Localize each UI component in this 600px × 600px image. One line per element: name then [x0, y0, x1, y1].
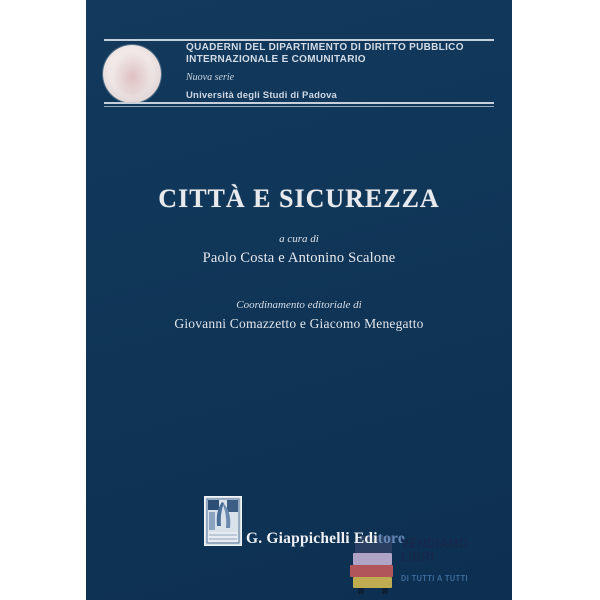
watermark-line1: VENDIAMO: [401, 535, 469, 551]
editorial-coordination-prefix: Coordinamento editoriale di: [236, 299, 362, 311]
series-title-line2: INTERNAZIONALE E COMUNITARIO: [186, 54, 366, 65]
header-top-rule: [104, 39, 494, 41]
institution-name: Università degli Studi di Padova: [186, 90, 338, 101]
seal-engraving: [113, 53, 151, 95]
series-title-line1: QUADERNI DEL DIPARTIMENTO DI DIRITTO PUBBLICO: [186, 42, 464, 53]
university-seal-icon: [103, 45, 161, 103]
header-bottom-rule-2: [104, 106, 494, 107]
book-cart-wheel-left: [358, 588, 364, 594]
watermark-line2: LIBRI: [401, 548, 435, 564]
header-bottom-rule-1: [104, 102, 494, 104]
book-cover: [86, 0, 512, 600]
publisher-name: [246, 530, 405, 547]
publisher-name-overlapped: tore: [377, 530, 405, 547]
watermark-tagline: DI TUTTI A TUTTI: [401, 573, 469, 583]
editors-prefix: a cura di: [279, 233, 319, 245]
series-header: [186, 42, 486, 101]
book-stack-icon-red-book: [350, 565, 393, 577]
publisher-logo-icon: [204, 496, 242, 546]
book-stack-icon-lavender-book: [353, 553, 392, 565]
book-cart-wheel-right: [382, 588, 388, 594]
book-title: CITTÀ E SICUREZZA: [158, 184, 440, 213]
editors-names: Paolo Costa e Antonino Scalone: [202, 250, 396, 266]
series-subtitle: Nuova serie: [186, 72, 235, 83]
book-stack-icon-yellow-book: [353, 577, 392, 588]
editorial-coordination-names: Giovanni Comazzetto e Giacomo Menegatto: [174, 316, 424, 331]
publisher-name-main: G. Giappichelli Edi: [246, 530, 378, 547]
watermark-text: [401, 537, 469, 583]
